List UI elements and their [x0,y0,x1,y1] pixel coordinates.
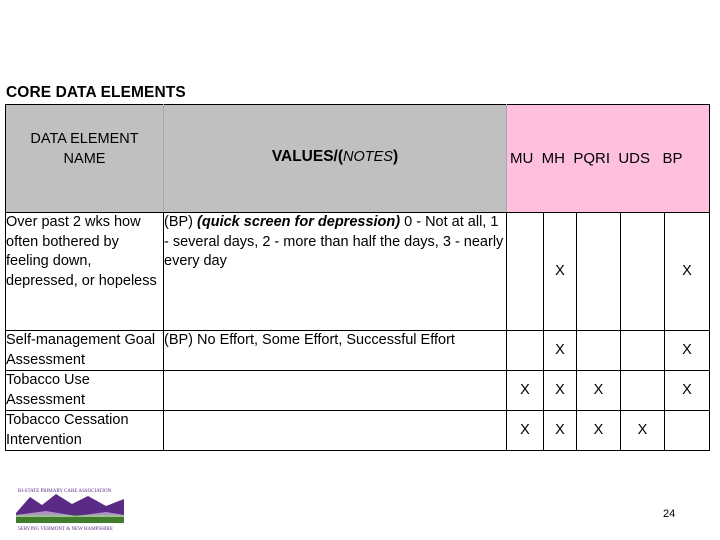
slide-title: CORE DATA ELEMENTS [6,84,186,101]
mark-pqri [577,213,621,331]
row-element-name: Over past 2 wks how often bothered by feeling down, depressed, or hopeless [6,213,164,331]
mark-bp: X [665,331,710,371]
header-values-notes: VALUES/(NOTES) [164,105,507,213]
logo-mountain-purple [16,494,124,515]
table-row [6,213,710,331]
mark-bp: X [665,213,710,331]
header-element-line2: NAME [63,151,106,167]
page-number: 24 [663,508,676,520]
header-notes-italic: NOTES [343,149,393,166]
mark-mu: X [507,411,544,451]
table-header-row [6,105,710,213]
mark-mh: X [544,213,577,331]
mark-uds [621,371,665,411]
mark-mh: X [544,371,577,411]
header-sources: MU MH PQRI UDS BP [507,105,710,213]
header-data-element-name [6,105,164,213]
mark-uds [621,213,665,331]
mark-pqri: X [577,371,621,411]
mark-bp [665,411,710,451]
header-element-line1: DATA ELEMENT [30,131,139,147]
row-element-name: Tobacco Cessation Intervention [6,411,164,451]
table-row [6,331,710,371]
row-element-name: Self-management Goal Assessment [6,331,164,371]
bi-state-logo [16,485,124,531]
values-emphasis: (quick screen for depression) [197,214,401,230]
row-values: (BP) (quick screen for depression) 0 - Not at all, 1 - several days, 2 - more than half the days, 3 - nearly every day [164,213,507,331]
mark-mu [507,331,544,371]
mark-pqri: X [577,411,621,451]
row-values: (BP) No Effort, Some Effort, Successful Effort [164,331,507,371]
mark-mh: X [544,411,577,451]
mark-mu [507,213,544,331]
table-row [6,411,710,451]
core-data-table [5,104,710,451]
mark-uds: X [621,411,665,451]
mark-mu: X [507,371,544,411]
table-row [6,371,710,411]
mark-pqri [577,331,621,371]
row-element-name: Tobacco Use Assessment [6,371,164,411]
row-values [164,411,507,451]
logo-text-top: BI-STATE PRIMARY CARE ASSOCIATION [18,489,112,494]
logo-text-bottom: SERVING VERMONT & NEW HAMPSHIRE [18,527,113,531]
mark-mh: X [544,331,577,371]
row-values [164,371,507,411]
mark-bp: X [665,371,710,411]
mark-uds [621,331,665,371]
